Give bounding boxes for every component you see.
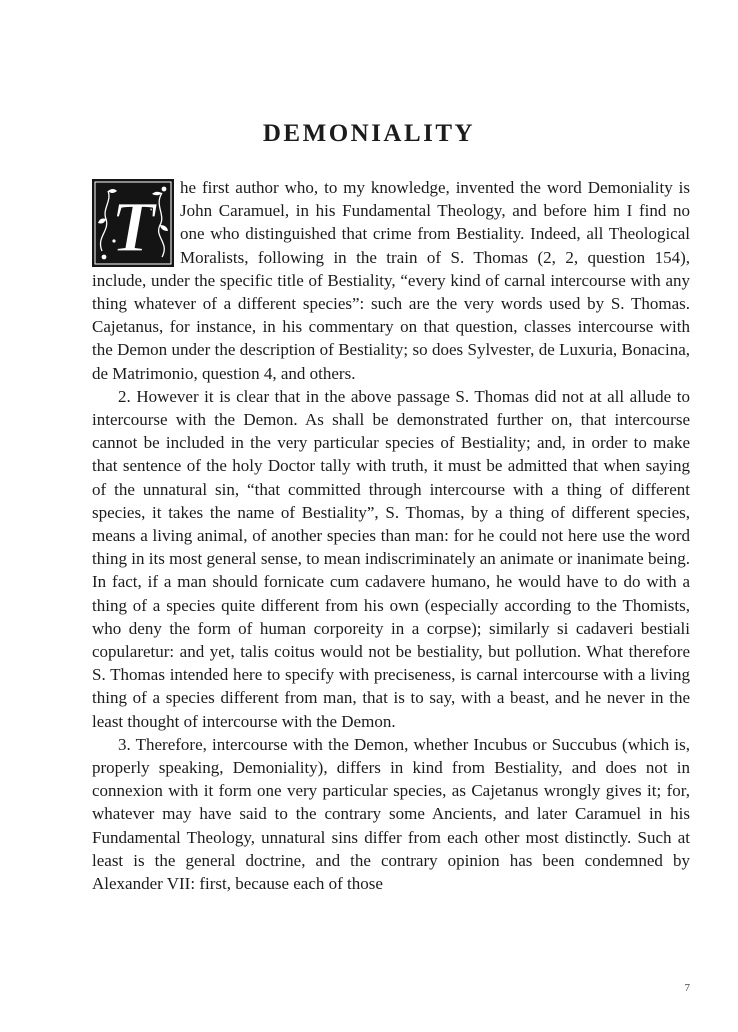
paragraph-2: 2. However it is clear that in the above passage S. Thomas did not at all allude to intercourse with the Demon. As shall be demonstrated further on, that intercourse cannot be included in the very particular species of Bestiality; and, in order to make that sentence of the holy Doctor tally with truth, it must be admitted that when saying of the unnatural sin, “that committed through intercourse with a thing of different species, it takes the name of Bestiality”, S. Thomas, by a thing of different species, means a living animal, of another species than man: for he could not here use the word thing in its most general sense, to mean indiscriminately an animate or inanimate being. In fact, if a man should fornicate cum cadavere humano, he would have to do with a thing of a species quite different from his own (especially according to the Thomists, who deny the form of human corporeity in a corpse); similarly si cadaveri bestiali copularetur: and yet, talis coitus would not be bestiality, but pollution. What therefore S. Thomas intended here to specify with preciseness, is carnal intercourse with a living thing of a species different from man, that is to say, with a beast, and he never in the least thought of intercourse with the Demon. bbox=[92, 386, 690, 731]
paragraph-3: 3. Therefore, intercourse with the Demon, whether Incubus or Succubus (which is, properly speaking, Demoniality), differs in kind from Bestiality, and does not in connexion with it form one very particular species, as Cajetanus wrongly gives it; for, whatever may have said to the contrary some Ancients, and later Caramuel in his Fundamental Theology, unnatural sins differ from each other most distinctly. Such at least is the general doctrine, and the contrary opinion has been condemned by Alexander VII: first, because each of those bbox=[92, 734, 690, 894]
body-text bbox=[92, 176, 690, 895]
page-number: 7 bbox=[684, 982, 690, 994]
paragraph-1-text: he first author who, to my knowledge, invented the word Demoniality is John Caramuel, in his Fundamental Theology, and before him I find no one who distinguished that crime from Bestiality. Indeed, all Theological Moralists, following in the train of S. Thomas (2, 2, question 154), include, under the specific title of Bestiality, “every kind of carnal intercourse with any thing whatever of a different species”: such are the very words used by S. Thomas. Cajetanus, for instance, in his commentary on that question, classes intercourse with the Demon under the description of Bestiality; so does Sylvester, de Luxuria, Bonacina, de Matrimonio, question 4, and others. bbox=[92, 178, 690, 383]
ornamental-initial-icon bbox=[92, 179, 174, 267]
chapter-title: DEMONIALITY bbox=[262, 120, 476, 147]
paragraph-1 bbox=[92, 176, 690, 385]
dropcap-letter: T bbox=[111, 187, 155, 267]
